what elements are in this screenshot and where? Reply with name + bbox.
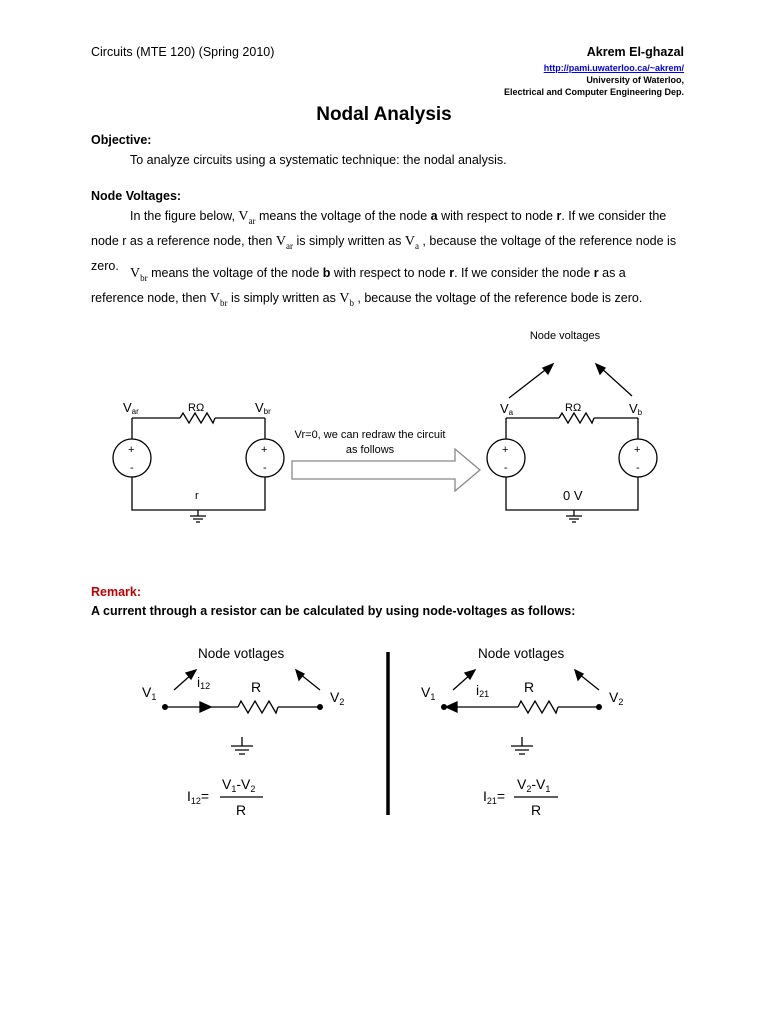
remark-heading: Remark: — [91, 585, 142, 599]
label-v2: $V_2$ — [609, 689, 624, 707]
label-vbr: Vbr — [255, 400, 271, 416]
author-link[interactable]: http://pami.uwaterloo.ca/~akrem/ — [543, 63, 684, 73]
node-dot — [162, 704, 168, 710]
label-resistor: RΩ — [565, 402, 582, 414]
university-name: University of Waterloo, — [586, 75, 684, 85]
node-voltages-paragraph-2: $V_{br}$ means the voltage of the node b with respect to node r. If we consider the node r as a reference node, then $V_{br}$ is simply written as $V_b$ , because the voltage of the reference bode is zero. — [91, 266, 643, 308]
label-node-voltages: Node voltages — [529, 330, 601, 342]
label-v1: $V_1$ — [421, 684, 436, 702]
label-zero-volts: 0 V — [563, 488, 583, 503]
equation-lhs: $I_{21}=$ — [483, 788, 506, 806]
label-r: R — [524, 679, 535, 695]
plus-sign: + — [261, 444, 268, 456]
plus-sign: + — [634, 444, 641, 456]
remark-text: A current through a resistor can be calculated by using node-voltages as follows: — [91, 604, 576, 618]
label-v1: $V_1$ — [142, 684, 157, 702]
resistor-symbol — [518, 701, 558, 713]
node-dot — [441, 704, 447, 710]
arrow-caption-line-2: as follows — [345, 444, 395, 456]
author-name: Akrem El-ghazal — [586, 45, 684, 59]
minus-sign: - — [636, 462, 640, 474]
resistor-symbol — [559, 413, 594, 423]
resistor-symbol — [180, 413, 215, 423]
label-i21: i21 — [476, 682, 490, 699]
label-var: Var — [123, 400, 139, 416]
equation-denominator: R — [531, 802, 542, 818]
node-voltages-paragraph-1: In the figure below, $V_{ar}$ means the voltage of the node a with respect to node r. If we consider the node r as a reference node, then $V_{ar}$ is simply written as $V_a$ , because the voltage of the reference node is zero. — [91, 209, 677, 273]
equation-numerator: $V_2-V_1$ — [517, 776, 551, 794]
circuit-original — [113, 413, 284, 522]
plus-sign: + — [128, 444, 135, 456]
label-i12: i12 — [197, 674, 211, 691]
equation-numerator: $V_1-V_2$ — [222, 776, 256, 794]
label-va: Va — [500, 401, 514, 417]
department-name: Electrical and Computer Engineering Dep. — [503, 87, 684, 97]
ground-symbol — [190, 510, 206, 522]
minus-sign: - — [504, 462, 508, 474]
minus-sign: - — [263, 462, 267, 474]
resistor-symbol — [238, 701, 278, 713]
label-node-r: r — [195, 490, 199, 502]
page-title: Nodal Analysis — [316, 104, 452, 125]
arrowhead — [596, 364, 605, 374]
equation-lhs: $I_{12}=$ — [187, 788, 210, 806]
equation-denominator: R — [236, 802, 247, 818]
node-dot — [596, 704, 602, 710]
minus-sign: - — [130, 462, 134, 474]
label-r: R — [251, 679, 262, 695]
label-vb: Vb — [629, 401, 643, 417]
course-header: Circuits (MTE 120) (Spring 2010) — [91, 45, 275, 59]
node-voltages-heading: Node Voltages: — [91, 189, 182, 203]
plus-sign: + — [502, 444, 509, 456]
arrow-caption-line-1: Vr=0, we can redraw the circuit — [294, 429, 446, 441]
label-node-votlages-right: Node votlages — [478, 646, 565, 661]
arrowhead — [543, 364, 553, 374]
label-resistor: RΩ — [188, 402, 205, 414]
label-node-votlages-left: Node votlages — [198, 646, 285, 661]
ground-symbol — [566, 510, 582, 522]
objective-text: To analyze circuits using a systematic technique: the nodal analysis. — [130, 153, 507, 167]
objective-heading: Objective: — [91, 133, 152, 147]
label-v2: $V_2$ — [330, 689, 345, 707]
node-dot — [317, 704, 323, 710]
